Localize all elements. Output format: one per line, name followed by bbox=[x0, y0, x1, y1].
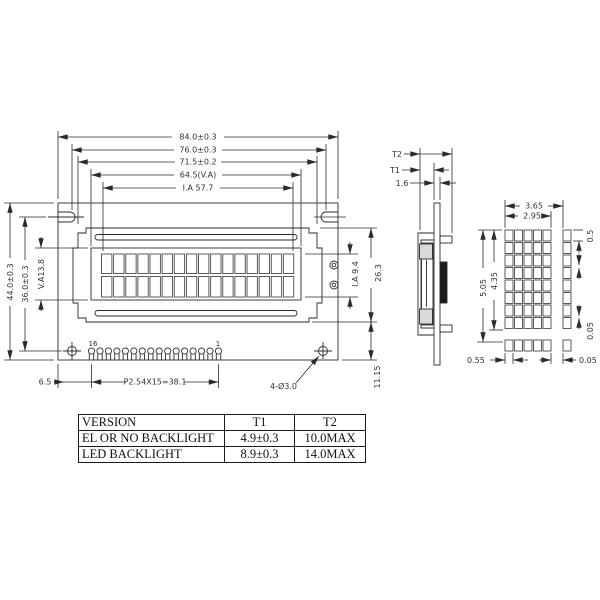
char-cell-top bbox=[247, 254, 257, 274]
dot bbox=[515, 268, 523, 279]
char-cell-bottom bbox=[126, 277, 136, 298]
spacer-bottom bbox=[420, 309, 433, 324]
dot bbox=[524, 293, 532, 304]
side-view bbox=[418, 203, 452, 365]
dot bbox=[505, 340, 513, 351]
char-cell-bottom bbox=[283, 277, 293, 298]
dot bbox=[563, 318, 571, 329]
dot bbox=[534, 243, 542, 254]
char-cell-bottom bbox=[150, 277, 160, 298]
bezel-slot-bottom bbox=[95, 311, 297, 317]
dot bbox=[515, 255, 523, 266]
header-t1: T1 bbox=[225, 415, 295, 431]
pin bbox=[173, 348, 179, 354]
char-cell-bottom bbox=[102, 277, 112, 298]
contact-hole-bottom-inner bbox=[332, 283, 336, 287]
pin bbox=[105, 348, 111, 354]
dot bbox=[534, 340, 542, 351]
dot bbox=[543, 268, 551, 279]
dim-width-mount: 76.0±0.3 bbox=[179, 145, 217, 155]
char-cell-bottom bbox=[186, 277, 196, 298]
char-cell-bottom bbox=[211, 277, 221, 298]
table-row bbox=[79, 447, 366, 463]
contact-hole-top-inner bbox=[332, 263, 336, 267]
dot bbox=[534, 280, 542, 291]
dot bbox=[515, 305, 523, 316]
dot bbox=[563, 243, 571, 254]
dim-pcb-thickness: 1.6 bbox=[395, 179, 409, 188]
row1-t2: 10.0MAX bbox=[295, 431, 366, 447]
contact-hole-bottom bbox=[330, 281, 338, 289]
pcb-side bbox=[434, 203, 440, 365]
dot bbox=[505, 305, 513, 316]
dot bbox=[543, 230, 551, 241]
char-cell-top bbox=[150, 254, 160, 274]
dim-width-total: 84.0±0.3 bbox=[179, 132, 217, 142]
pin-16-label: 16 bbox=[88, 340, 98, 348]
header-version: VERSION bbox=[79, 415, 225, 431]
pin bbox=[122, 348, 128, 354]
pin bbox=[156, 348, 162, 354]
char-cell-top bbox=[283, 254, 293, 274]
dot bbox=[505, 255, 513, 266]
dot bbox=[563, 340, 571, 351]
dim-dot-h: 0.5 bbox=[586, 229, 595, 243]
dim-height-total: 44.0±0.3 bbox=[6, 263, 15, 301]
dot bbox=[563, 280, 571, 291]
elastomer-connector bbox=[440, 262, 447, 303]
pin-1-label: 1 bbox=[215, 340, 221, 348]
front-view bbox=[48, 203, 338, 361]
char-cell-bottom bbox=[235, 277, 245, 298]
dim-height-va: V.A13.8 bbox=[37, 258, 46, 290]
pin bbox=[198, 348, 204, 354]
char-cell-bottom bbox=[174, 277, 184, 298]
row2-t1: 8.9±0.3 bbox=[225, 447, 295, 463]
char-cell-top bbox=[259, 254, 269, 274]
dot bbox=[534, 293, 542, 304]
dim-char-w: 2.95 bbox=[523, 211, 541, 221]
char-cell-bottom bbox=[199, 277, 209, 298]
dot bbox=[534, 230, 542, 241]
dot bbox=[524, 230, 532, 241]
dot-matrix-detail bbox=[505, 230, 571, 351]
dot bbox=[543, 293, 551, 304]
dot bbox=[524, 255, 532, 266]
dot bbox=[563, 293, 571, 304]
dot bbox=[534, 268, 542, 279]
pin-row bbox=[88, 348, 221, 361]
header-t2: T2 bbox=[295, 415, 366, 431]
char-cell-bottom bbox=[247, 277, 257, 298]
dot bbox=[524, 340, 532, 351]
dim-height-ia: I.A 9.4 bbox=[351, 261, 360, 287]
dim-pin-offset: 6.5 bbox=[38, 377, 52, 387]
row2-t2: 14.0MAX bbox=[295, 447, 366, 463]
char-cell-top bbox=[235, 254, 245, 274]
dot bbox=[515, 293, 523, 304]
char-cell-top bbox=[199, 254, 209, 274]
row1-t1: 4.9±0.3 bbox=[225, 431, 295, 447]
pin bbox=[131, 348, 137, 354]
dot bbox=[505, 243, 513, 254]
char-cell-top bbox=[186, 254, 196, 274]
char-cell-top bbox=[271, 254, 281, 274]
dot bbox=[524, 305, 532, 316]
pin bbox=[165, 348, 171, 354]
dim-pin-pitch: P2.54X15=38.1 bbox=[123, 377, 187, 387]
char-cell-top bbox=[138, 254, 148, 274]
dot bbox=[524, 318, 532, 329]
dot bbox=[563, 255, 571, 266]
char-cell-bottom bbox=[271, 277, 281, 298]
dot bbox=[543, 280, 551, 291]
pin bbox=[207, 348, 213, 354]
dot bbox=[505, 268, 513, 279]
pin bbox=[97, 348, 103, 354]
pcb-outline bbox=[58, 203, 338, 360]
pin bbox=[148, 348, 154, 354]
dot bbox=[543, 340, 551, 351]
dot bbox=[515, 280, 523, 291]
char-cell-top bbox=[223, 254, 233, 274]
dim-gap-v: 0.05 bbox=[586, 322, 595, 340]
dot bbox=[534, 318, 542, 329]
char-cell-top bbox=[162, 254, 172, 274]
table-header-row bbox=[79, 415, 366, 431]
spacer-top bbox=[420, 244, 433, 259]
bezel-tab-bottom bbox=[440, 325, 452, 332]
table-row bbox=[79, 431, 366, 447]
char-cell-bottom bbox=[259, 277, 269, 298]
dot bbox=[543, 318, 551, 329]
dot bbox=[515, 340, 523, 351]
dim-char-pitch-h: 5.05 bbox=[479, 279, 488, 297]
dim-height-mount: 36.0±0.3 bbox=[21, 265, 30, 303]
pin bbox=[88, 348, 94, 354]
pin bbox=[182, 348, 188, 354]
dot bbox=[543, 305, 551, 316]
dim-gap-h: 0.05 bbox=[579, 356, 597, 365]
dim-width-va: 64.5(V.A) bbox=[179, 170, 217, 180]
char-cell-bottom bbox=[162, 277, 172, 298]
dot bbox=[505, 293, 513, 304]
bezel-slot-top bbox=[95, 235, 297, 241]
dot bbox=[505, 230, 513, 241]
dot bbox=[563, 268, 571, 279]
dot bbox=[563, 230, 571, 241]
character-cells bbox=[102, 254, 294, 297]
dot-grid bbox=[505, 230, 571, 351]
char-cell-top bbox=[114, 254, 124, 274]
dot bbox=[534, 255, 542, 266]
char-cell-bottom bbox=[138, 277, 148, 298]
dim-mounting-holes: 4-Ø3.0 bbox=[270, 382, 297, 391]
pin bbox=[139, 348, 145, 354]
dot bbox=[515, 230, 523, 241]
pin bbox=[190, 348, 196, 354]
dot bbox=[505, 318, 513, 329]
spec-table bbox=[78, 414, 366, 463]
char-cell-top bbox=[102, 254, 112, 274]
dim-t1: T1 bbox=[390, 166, 400, 175]
char-cell-top bbox=[174, 254, 184, 274]
dot bbox=[515, 243, 523, 254]
pin bbox=[114, 348, 120, 354]
dot bbox=[524, 268, 532, 279]
dim-height-bezel: 26.3 bbox=[374, 264, 383, 282]
dot bbox=[505, 280, 513, 291]
dim-width-bezel: 71.5±0.2 bbox=[179, 157, 217, 167]
row1-version: EL OR NO BACKLIGHT bbox=[79, 431, 225, 447]
dot bbox=[515, 318, 523, 329]
dim-t2: T2 bbox=[392, 150, 402, 159]
dim-dot-w: 0.55 bbox=[467, 356, 485, 365]
char-cell-top bbox=[126, 254, 136, 274]
char-cell-top bbox=[211, 254, 221, 274]
dim-width-ia: I.A 57.7 bbox=[182, 183, 214, 193]
dot bbox=[543, 255, 551, 266]
pin bbox=[215, 348, 221, 354]
char-cell-bottom bbox=[114, 277, 124, 298]
char-cell-bottom bbox=[223, 277, 233, 298]
dim-char-h: 4.35 bbox=[490, 272, 499, 290]
metal-bezel bbox=[73, 228, 322, 322]
contact-hole-top bbox=[330, 261, 338, 269]
dot bbox=[534, 305, 542, 316]
dot bbox=[563, 305, 571, 316]
dot bbox=[524, 280, 532, 291]
bezel-tab-top bbox=[440, 236, 452, 243]
dim-char-pitch-w: 3.65 bbox=[525, 201, 543, 211]
dot bbox=[524, 243, 532, 254]
dot bbox=[543, 243, 551, 254]
dim-height-tail: 11.15 bbox=[373, 365, 382, 389]
row2-version: LED BACKLIGHT bbox=[79, 447, 225, 463]
